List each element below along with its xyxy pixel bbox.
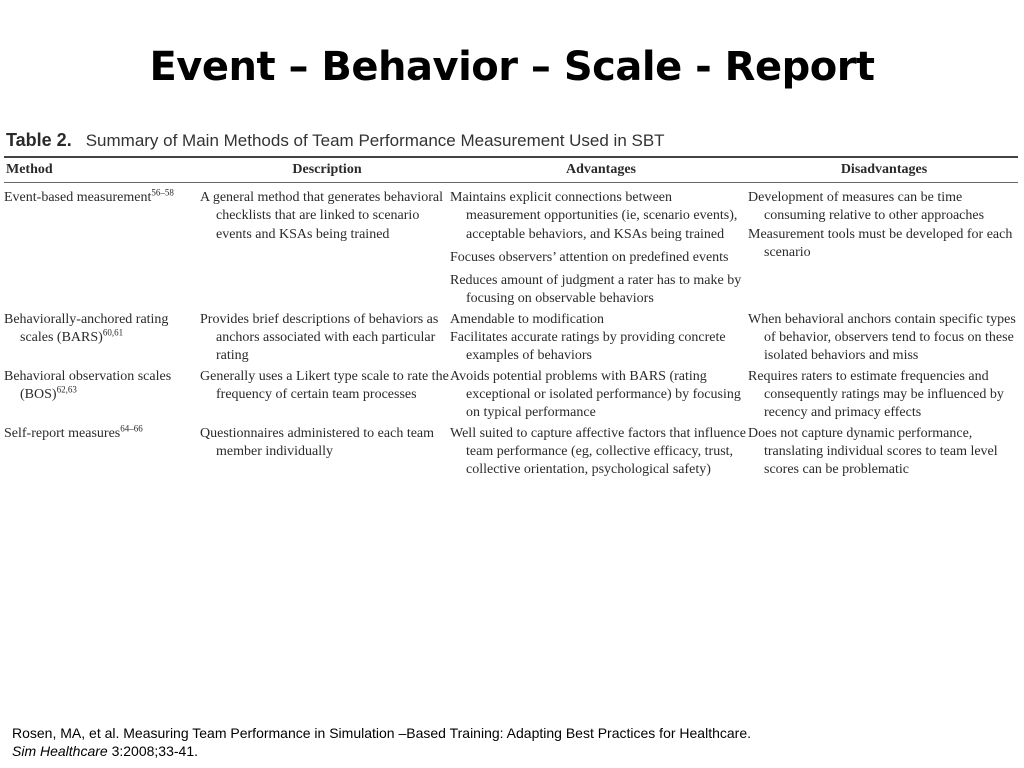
- cell-disadvantages: [748, 189, 1018, 309]
- slide-title: Event – Behavior – Scale - Report: [149, 44, 875, 90]
- method-label: Event-based measurement: [4, 190, 152, 205]
- description-entry: Generally uses a Likert type scale to rate the frequency of certain team processes: [200, 368, 449, 402]
- header-disadvantages: Disadvantages: [840, 162, 928, 177]
- method-reference: 64–66: [120, 422, 143, 433]
- advantages-entry: Facilitates accurate ratings by providing concrete examples of behaviors: [450, 330, 726, 364]
- table-row: [4, 189, 1018, 309]
- citation-line2: [12, 742, 1012, 760]
- cell-method: [4, 311, 200, 366]
- header-advantages: Advantages: [565, 162, 636, 177]
- method-reference: 60,61: [102, 327, 124, 338]
- cell-description: [200, 425, 450, 480]
- description-entry: Provides brief descriptions of behaviors as anchors associated with each particular rating: [200, 311, 439, 364]
- cell-advantages: [450, 189, 748, 309]
- cell-description: [200, 189, 450, 309]
- disadvantages-entry: Measurement tools must be developed for each scenario: [748, 226, 1013, 260]
- citation-line1: Rosen, MA, et al. Measuring Team Performance in Simulation –Based Training: Adapting Best Practices for Healthcare.: [12, 725, 751, 741]
- advantages-entry: Maintains explicit connections between measurement opportunities (ie, scenario events), acceptable behaviors, and KSAs being trained: [450, 190, 738, 242]
- header-description: Description: [292, 162, 362, 177]
- cell-disadvantages: [748, 368, 1018, 423]
- citation-journal: Sim Healthcare: [12, 743, 108, 759]
- citation: [12, 724, 1012, 760]
- table-body: [4, 183, 1018, 479]
- cell-method: [4, 189, 200, 309]
- table-label: Table 2.: [6, 130, 72, 150]
- description-entry: Questionnaires administered to each team member individually: [200, 425, 435, 459]
- disadvantages-entry: Development of measures can be time consuming relative to other approaches: [748, 190, 985, 224]
- method-name: [4, 368, 200, 405]
- cell-method: [4, 422, 200, 480]
- table-header-row: [4, 158, 1018, 182]
- method-reference: 56–58: [151, 187, 174, 198]
- advantages-entry: Avoids potential problems with BARS (rating exceptional or isolated performance) by focusing on typical performance: [450, 368, 741, 421]
- cell-description: [200, 368, 450, 423]
- disadvantages-entry: When behavioral anchors contain specific types of behavior, observers tend to focus on these isolated behaviors and miss: [748, 311, 1016, 364]
- cell-advantages: [450, 311, 748, 366]
- description-entry: A general method that generates behavioral checklists that are linked to scenario events and KSAs being trained: [200, 190, 443, 242]
- header-method: Method: [6, 162, 53, 177]
- cell-advantages: [450, 425, 748, 480]
- method-label: Behavioral observation scales (BOS): [4, 368, 172, 402]
- method-label: Behaviorally-anchored rating scales (BARS): [4, 311, 169, 346]
- citation-details: 3:2008;33-41.: [107, 743, 198, 759]
- advantages-entry: Well suited to capture affective factors that influence team performance (eg, collective efficacy, trust, collective orientation, psychological safety): [450, 425, 746, 478]
- disadvantages-entry: Does not capture dynamic performance, translating individual scores to team level scores can be problematic: [748, 425, 998, 478]
- disadvantages-entry: Requires raters to estimate frequencies and consequently ratings may be influenced by recency and primacy effects: [748, 368, 1004, 421]
- table-row: [4, 311, 1018, 366]
- advantages-entry: Focuses observers’ attention on predefined events: [450, 249, 729, 265]
- table-row: [4, 422, 1018, 480]
- table-caption-text: Summary of Main Methods of Team Performance Measurement Used in SBT: [85, 131, 665, 150]
- method-name: [4, 189, 200, 207]
- advantages-entry: Reduces amount of judgment a rater has to make by focusing on observable behaviors: [450, 273, 742, 307]
- advantages-entry: Amendable to modification: [450, 311, 604, 327]
- method-reference: 62,63: [56, 384, 77, 395]
- method-name: [4, 311, 200, 348]
- method-label: Self-report measures: [4, 425, 121, 441]
- cell-disadvantages: [748, 425, 1018, 480]
- cell-advantages: [450, 368, 748, 423]
- cell-disadvantages: [748, 311, 1018, 366]
- methods-table: [4, 130, 1018, 479]
- table-row: [4, 368, 1018, 423]
- table-caption: [6, 130, 1018, 156]
- method-name: [4, 422, 200, 443]
- cell-description: [200, 311, 450, 366]
- cell-method: [4, 368, 200, 423]
